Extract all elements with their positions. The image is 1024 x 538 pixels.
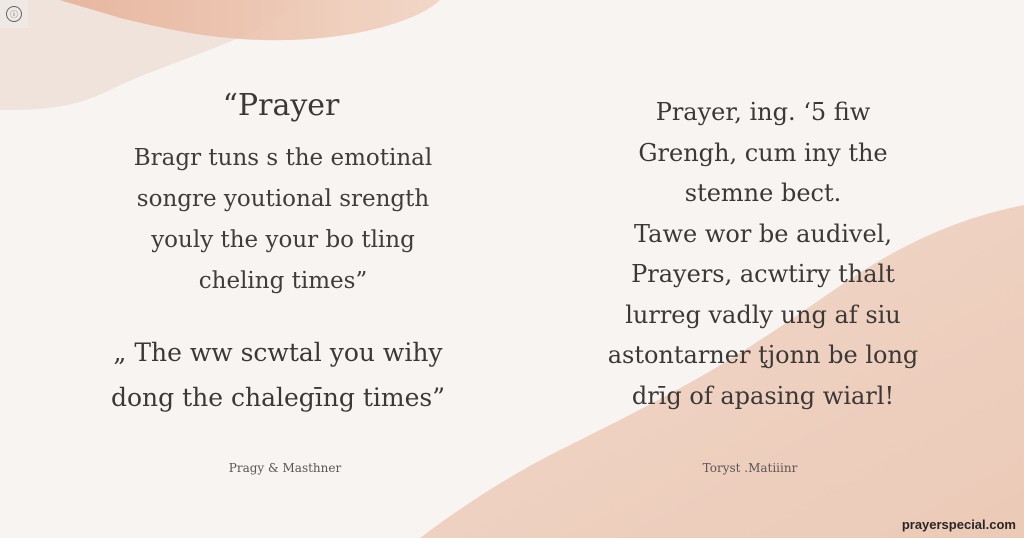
left-quote-heading: “Prayer: [222, 88, 340, 123]
left-quote-second-line: dong the chalegīng times”: [111, 383, 445, 412]
site-watermark: prayerspecial.com: [901, 517, 1016, 532]
right-quote-line: Tawe wor be audivel,: [634, 219, 892, 248]
right-quote-line: stemne bect.: [684, 179, 842, 207]
left-quote-line: youly the your bo tling: [151, 227, 415, 253]
left-quote-second-line: „ The ww scwtal you wihy: [113, 338, 443, 367]
left-quote-body: [100, 138, 466, 302]
logo: [0, 0, 28, 28]
left-quote-line: Bragr tuns s the emotinal: [133, 145, 433, 171]
right-quote-body: [580, 92, 946, 416]
left-quote-line: songre youtional srength: [136, 186, 430, 212]
right-attribution: Toryst .Matiiinr: [702, 461, 798, 475]
right-quote-line: astontarner ţjonn be long: [607, 341, 919, 369]
left-quote-line: cheling times”: [198, 268, 368, 294]
right-quote-line: drīg of apasing wiarl!: [631, 381, 895, 410]
left-attribution: Pragy & Masthner: [228, 461, 342, 475]
right-quote-line: Grengh, cum iny the: [638, 138, 888, 167]
left-quote-second: [78, 330, 478, 420]
circle-emblem-icon: ⓘ: [6, 6, 22, 22]
right-quote-line: Prayer, ing. ‘5 fiw: [655, 98, 871, 126]
right-quote-line: lurreg vadly ung af siu: [625, 300, 901, 329]
right-quote-line: Prayers, acwtiry thalt: [631, 260, 895, 288]
